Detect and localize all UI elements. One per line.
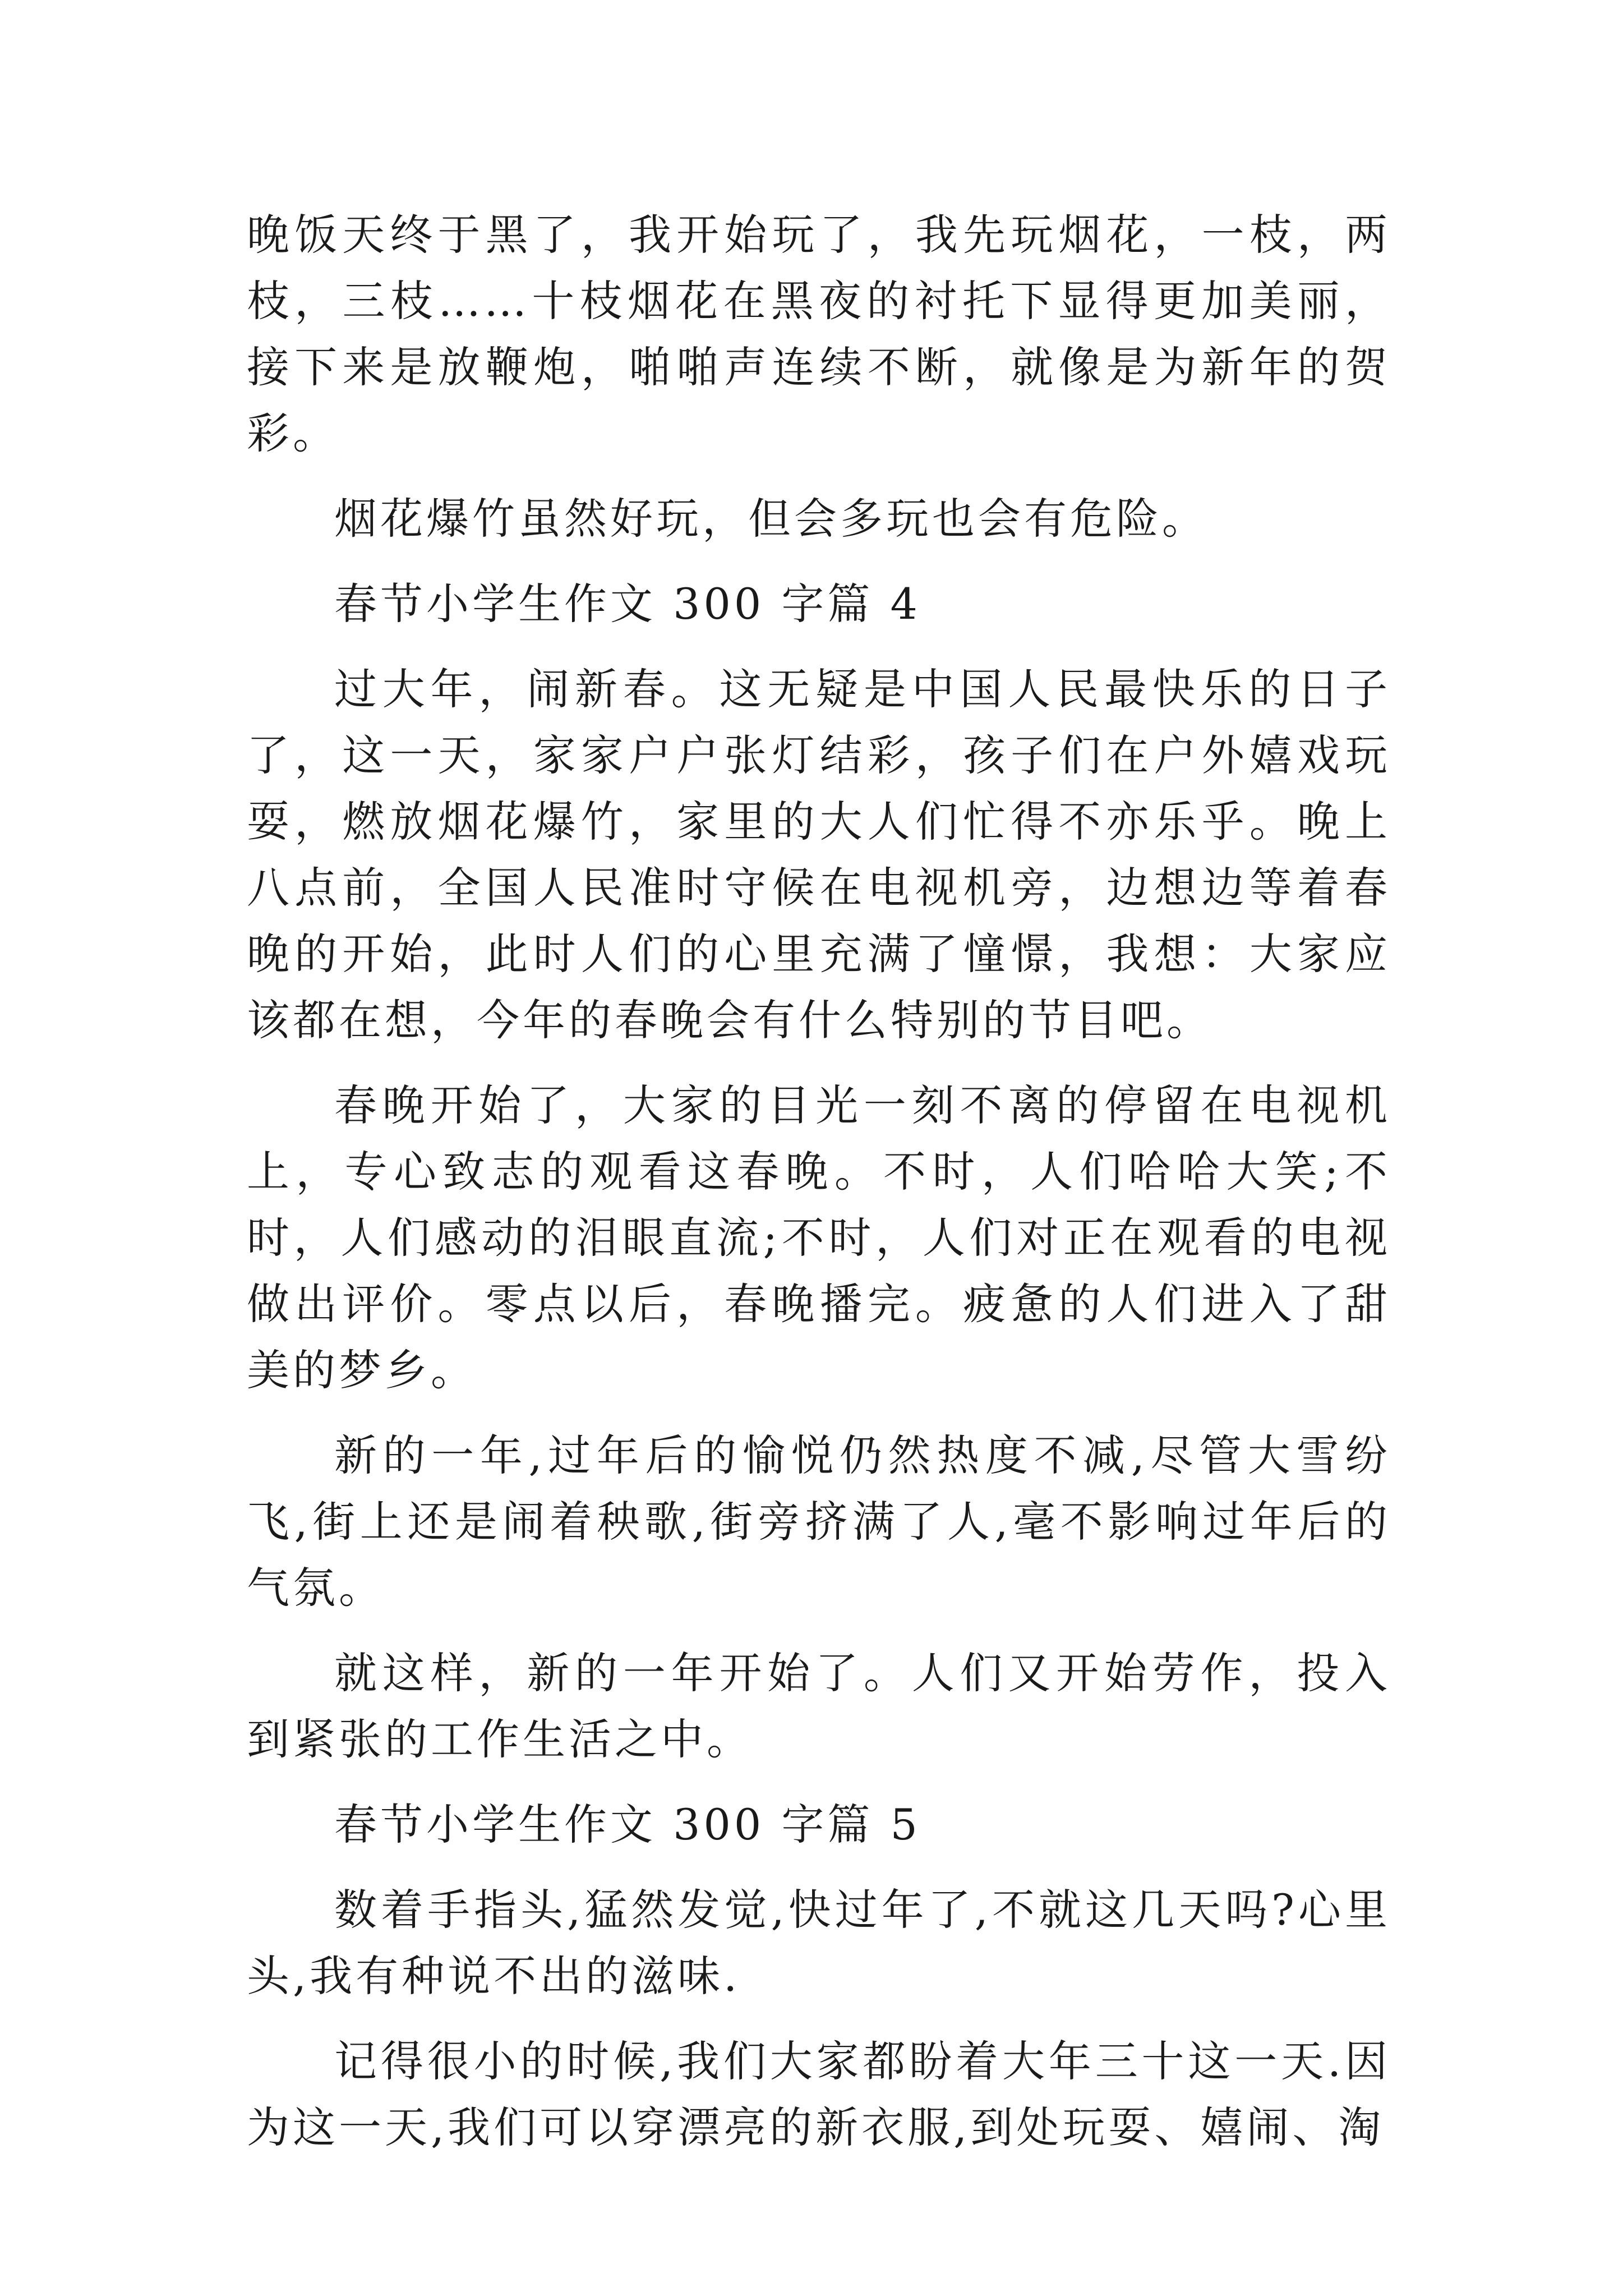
paragraph: 过大年，闹新春。这无疑是中国人民最快乐的日子了，这一天，家家户户张灯结彩，孩子们在户外嬉戏玩耍，燃放烟花爆竹，家里的大人们忙得不亦乐乎。晚上八点前，全国人民准时守候在电视机旁，边想边等着春晚的开始，此时人们的心里充满了憧憬，我想：大家应该都在想，今年的春晚会有什么特别的节目吧。 — [247, 664, 1391, 1045]
section-heading-4: 春节小学生作文 300 字篇 4 — [334, 579, 921, 629]
paragraph: 就这样，新的一年开始了。人们又开始劳作，投入到紧张的工作生活之中。 — [247, 1648, 1391, 1764]
paragraph-continuation: 晚饭天终于黑了，我开始玩了，我先玩烟花，一枝，两枝，三枝……十枝烟花在黑夜的衬托下显得更加美丽，接下来是放鞭炮，啪啪声连续不断，就像是为新年的贺彩。 — [247, 210, 1391, 458]
section-heading-5: 春节小学生作文 300 字篇 5 — [334, 1800, 921, 1849]
paragraph: 春晚开始了，大家的目光一刻不离的停留在电视机上，专心致志的观看这春晚。不时，人们哈哈大笑;不时，人们感动的泪眼直流;不时，人们对正在观看的电视做出评价。零点以后，春晚播完。疲惫的人们进入了甜美的梦乡。 — [247, 1080, 1391, 1395]
paragraph: 记得很小的时候,我们大家都盼着大年三十这一天.因为这一天,我们可以穿漂亮的新衣服,到处玩耍、嬉闹、淘 — [247, 2036, 1391, 2152]
paragraph: 数着手指头,猛然发觉,快过年了,不就这几天吗?心里头,我有种说不出的滋味. — [247, 1885, 1391, 2001]
document-body — [247, 202, 1391, 2180]
paragraph: 烟花爆竹虽然好玩，但会多玩也会有危险。 — [334, 494, 1208, 544]
paragraph: 新的一年,过年后的愉悦仍然热度不减,尽管大雪纷飞,街上还是闹着秧歌,街旁挤满了人,毫不影响过年后的气氛。 — [247, 1430, 1391, 1613]
